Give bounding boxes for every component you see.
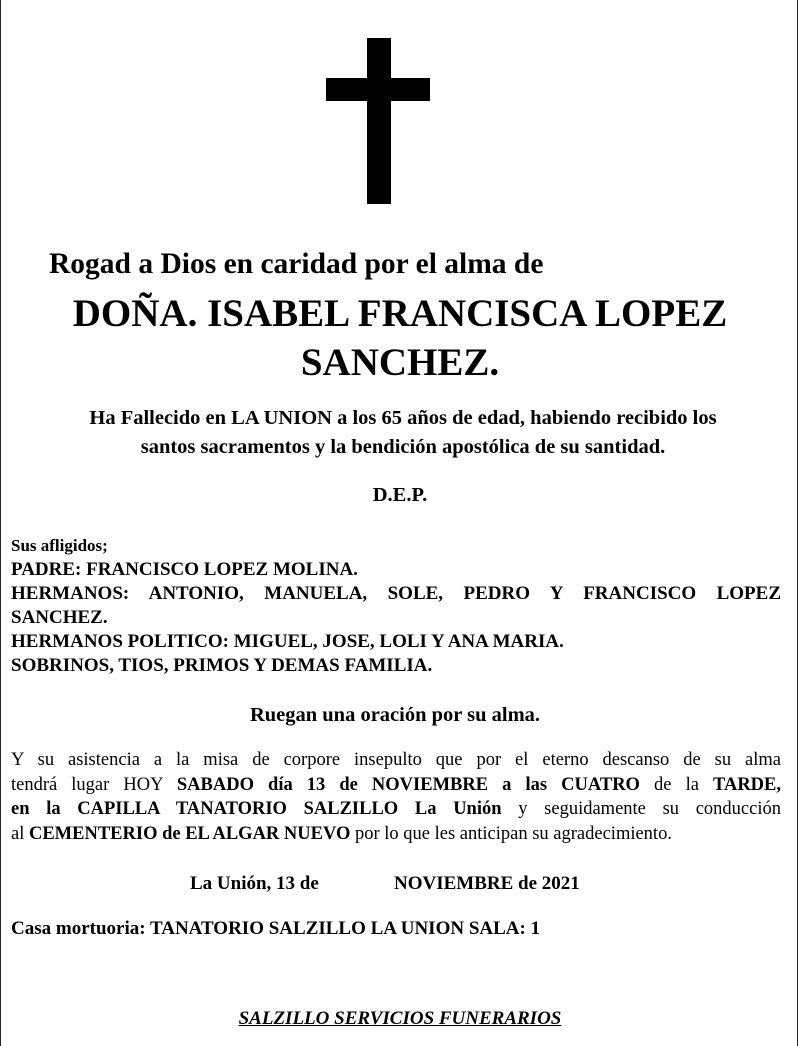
mass-tarde: TARDE, xyxy=(713,774,782,795)
family-politicos: HERMANOS POLITICO: MIGUEL, JOSE, LOLI Y ANA MARIA. xyxy=(11,631,564,652)
cross-horizontal-bar xyxy=(326,78,430,101)
date-place: La Unión, 13 de xyxy=(190,873,319,894)
intro-text: Rogad a Dios en caridad por el alma de xyxy=(49,248,544,280)
funeral-home: Casa mortuoria: TANATORIO SALZILLO LA UNION SALA: 1 xyxy=(11,918,541,939)
mass-text-4: de la xyxy=(639,774,713,795)
deceased-name-line2: SANCHEZ. xyxy=(300,341,500,384)
family-hermanos-line1: HERMANOS: ANTONIO, MANUELA, SOLE, PEDRO Y FRANCISCO LOPEZ xyxy=(11,583,781,604)
company-name: SALZILLO SERVICIOS FUNERARIOS xyxy=(238,1008,562,1029)
death-notice xyxy=(8,404,798,462)
mass-text-8: al xyxy=(11,823,29,844)
mass-text-7: y seguidamente su conducción xyxy=(501,799,781,819)
family-otros: SOBRINOS, TIOS, PRIMOS Y DEMAS FAMILIA. xyxy=(11,655,433,676)
deceased-name-line1: DOÑA. ISABEL FRANCISCA LOPEZ xyxy=(72,292,728,335)
deceased-name xyxy=(0,289,800,387)
mass-text-2: tendrá lugar HOY xyxy=(11,774,177,795)
death-notice-line1: Ha Fallecido en LA UNION a los 65 años de edad, habiendo recibido los xyxy=(89,407,717,429)
family-hermanos-line2: SANCHEZ. xyxy=(11,607,108,628)
mass-line2 xyxy=(11,773,781,798)
mass-announcement xyxy=(11,748,781,846)
mass-text-10: por lo que les anticipan su agradecimiento. xyxy=(350,823,672,844)
mass-line1 xyxy=(11,748,781,773)
prayer-request: Ruegan una oración por su alma. xyxy=(249,704,541,726)
cross-vertical-bar xyxy=(367,38,391,204)
dep-text: D.E.P. xyxy=(372,484,428,506)
mass-text-1: Y su asistencia a la misa de corpore insepulto que por el eterno descanso de su alma xyxy=(11,750,781,770)
family-intro: Sus afligidos; xyxy=(11,536,108,555)
death-notice-line2: santos sacramentos y la bendición apostólica de su santidad. xyxy=(140,436,666,458)
date-month-year: NOVIEMBRE de 2021 xyxy=(394,873,580,894)
mass-location: en la CAPILLA TANATORIO SALZILLO La Unión xyxy=(11,799,502,819)
mass-line4 xyxy=(11,822,781,847)
mass-date-time: SABADO día 13 de NOVIEMBRE a las CUATRO xyxy=(176,774,640,795)
mass-cemetery: CEMENTERIO de EL ALGAR NUEVO xyxy=(28,823,351,844)
mass-line3 xyxy=(11,797,781,822)
family-padre: PADRE: FRANCISCO LOPEZ MOLINA. xyxy=(11,559,358,580)
family-list xyxy=(11,534,781,678)
